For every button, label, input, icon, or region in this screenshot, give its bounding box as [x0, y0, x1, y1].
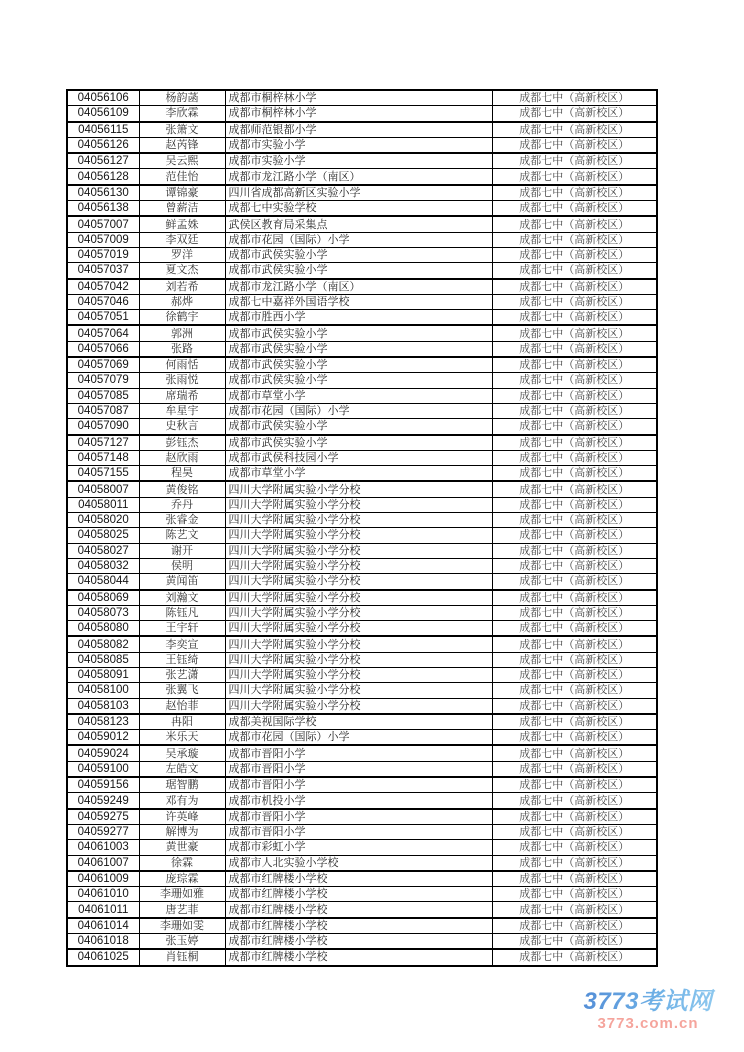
admitted-school-cell: 成都七中（高新校区） — [492, 871, 657, 887]
registration-id-cell: 04058020 — [67, 513, 139, 528]
table-row — [67, 714, 657, 730]
admitted-school-cell: 成都七中（高新校区） — [492, 247, 657, 262]
student-name-cell: 唐艺菲 — [139, 902, 225, 918]
primary-school-cell: 成都市武侯实验小学 — [225, 325, 492, 341]
admitted-school-cell: 成都七中（高新校区） — [492, 185, 657, 201]
primary-school-cell: 成都市龙江路小学（南区） — [225, 169, 492, 185]
table-row — [67, 698, 657, 714]
admitted-school-cell: 成都七中（高新校区） — [492, 310, 657, 326]
admitted-school-cell: 成都七中（高新校区） — [492, 388, 657, 403]
table-row — [67, 605, 657, 620]
admitted-school-cell: 成都七中（高新校区） — [492, 949, 657, 965]
registration-id-cell: 04061010 — [67, 887, 139, 902]
admitted-school-cell: 成都七中（高新校区） — [492, 777, 657, 793]
registration-id-cell: 04059012 — [67, 730, 139, 746]
registration-id-cell: 04056138 — [67, 201, 139, 217]
admitted-school-cell: 成都七中（高新校区） — [492, 809, 657, 825]
registration-id-cell: 04057009 — [67, 232, 139, 247]
admitted-school-cell: 成都七中（高新校区） — [492, 652, 657, 667]
registration-id-cell: 04061007 — [67, 855, 139, 871]
registration-id-cell: 04057042 — [67, 279, 139, 295]
student-name-cell: 吴承璇 — [139, 745, 225, 761]
student-name-cell: 刘瀚文 — [139, 590, 225, 606]
table-row — [67, 357, 657, 373]
primary-school-cell: 武侯区教育局采集点 — [225, 216, 492, 232]
primary-school-cell: 成都市武侯实验小学 — [225, 357, 492, 373]
admitted-school-cell: 成都七中（高新校区） — [492, 450, 657, 465]
student-name-cell: 吴云熙 — [139, 153, 225, 169]
primary-school-cell: 四川大学附属实验小学分校 — [225, 513, 492, 528]
registration-id-cell: 04057037 — [67, 263, 139, 279]
admitted-school-cell: 成都七中（高新校区） — [492, 636, 657, 652]
student-name-cell: 赵怡菲 — [139, 698, 225, 714]
registration-id-cell: 04061025 — [67, 949, 139, 965]
table-row — [67, 887, 657, 902]
primary-school-cell: 成都市花园（国际）小学 — [225, 730, 492, 746]
admitted-school-cell: 成都七中（高新校区） — [492, 730, 657, 746]
table-row — [67, 590, 657, 606]
registration-id-cell: 04058027 — [67, 543, 139, 558]
registration-id-cell: 04057069 — [67, 357, 139, 373]
registration-id-cell: 04057019 — [67, 247, 139, 262]
primary-school-cell: 四川大学附属实验小学分校 — [225, 698, 492, 714]
table-row — [67, 201, 657, 217]
student-name-cell: 许英峰 — [139, 809, 225, 825]
registration-id-cell: 04061009 — [67, 871, 139, 887]
table-row — [67, 636, 657, 652]
admitted-school-cell: 成都七中（高新校区） — [492, 513, 657, 528]
registration-id-cell: 04057127 — [67, 435, 139, 451]
registration-id-cell: 04057051 — [67, 310, 139, 326]
registration-id-cell: 04057090 — [67, 419, 139, 435]
student-name-cell: 郝烨 — [139, 294, 225, 309]
student-name-cell: 庞琮霖 — [139, 871, 225, 887]
student-name-cell: 罗洋 — [139, 247, 225, 262]
primary-school-cell: 成都市晋阳小学 — [225, 761, 492, 777]
table-row — [67, 824, 657, 839]
registration-id-cell: 04056130 — [67, 185, 139, 201]
student-name-cell: 夏文杰 — [139, 263, 225, 279]
primary-school-cell: 成都市桐梓林小学 — [225, 106, 492, 122]
table-row — [67, 341, 657, 357]
admitted-school-cell: 成都七中（高新校区） — [492, 698, 657, 714]
registration-id-cell: 04058103 — [67, 698, 139, 714]
admitted-school-cell: 成都七中（高新校区） — [492, 279, 657, 295]
registration-id-cell: 04058100 — [67, 683, 139, 698]
table-row — [67, 466, 657, 482]
student-name-cell: 谭锦豪 — [139, 185, 225, 201]
primary-school-cell: 四川大学附属实验小学分校 — [225, 574, 492, 590]
table-row — [67, 185, 657, 201]
student-name-cell: 彭钰杰 — [139, 435, 225, 451]
admitted-school-cell: 成都七中（高新校区） — [492, 435, 657, 451]
registration-id-cell: 04057085 — [67, 388, 139, 403]
registration-id-cell: 04057079 — [67, 373, 139, 388]
primary-school-cell: 成都市花园（国际）小学 — [225, 232, 492, 247]
admitted-school-cell: 成都七中（高新校区） — [492, 201, 657, 217]
table-row — [67, 450, 657, 465]
table-row — [67, 528, 657, 543]
table-row — [67, 279, 657, 295]
primary-school-cell: 成都市红牌楼小学校 — [225, 902, 492, 918]
student-name-cell: 赵芮锋 — [139, 137, 225, 153]
registration-id-cell: 04058025 — [67, 528, 139, 543]
registration-id-cell: 04056109 — [67, 106, 139, 122]
table-row — [67, 497, 657, 512]
student-name-cell: 肖钰桐 — [139, 949, 225, 965]
registration-id-cell: 04058032 — [67, 558, 139, 573]
admitted-school-cell: 成都七中（高新校区） — [492, 90, 657, 106]
registration-id-cell: 04056106 — [67, 90, 139, 106]
registration-id-cell: 04056115 — [67, 122, 139, 138]
admitted-school-cell: 成都七中（高新校区） — [492, 325, 657, 341]
registration-id-cell: 04061003 — [67, 840, 139, 855]
table-row — [67, 373, 657, 388]
admission-table — [66, 89, 658, 967]
admitted-school-cell: 成都七中（高新校区） — [492, 419, 657, 435]
table-row — [67, 419, 657, 435]
student-name-cell: 范佳怡 — [139, 169, 225, 185]
student-name-cell: 张睿金 — [139, 513, 225, 528]
primary-school-cell: 成都市实验小学 — [225, 137, 492, 153]
student-name-cell: 何雨恬 — [139, 357, 225, 373]
table-row — [67, 949, 657, 965]
table-row — [67, 388, 657, 403]
registration-id-cell: 04057155 — [67, 466, 139, 482]
registration-id-cell: 04058073 — [67, 605, 139, 620]
primary-school-cell: 成都市红牌楼小学校 — [225, 949, 492, 965]
admitted-school-cell: 成都七中（高新校区） — [492, 714, 657, 730]
table-row — [67, 558, 657, 573]
table-row — [67, 137, 657, 153]
registration-id-cell: 04059277 — [67, 824, 139, 839]
primary-school-cell: 成都市人北实验小学校 — [225, 855, 492, 871]
table-row — [67, 90, 657, 106]
primary-school-cell: 成都市武侯实验小学 — [225, 263, 492, 279]
admitted-school-cell: 成都七中（高新校区） — [492, 169, 657, 185]
admitted-school-cell: 成都七中（高新校区） — [492, 855, 657, 871]
primary-school-cell: 成都市草堂小学 — [225, 466, 492, 482]
student-name-cell: 赵欣雨 — [139, 450, 225, 465]
primary-school-cell: 四川省成都高新区实验小学 — [225, 185, 492, 201]
registration-id-cell: 04058011 — [67, 497, 139, 512]
student-name-cell: 张翼飞 — [139, 683, 225, 698]
primary-school-cell: 成都市实验小学 — [225, 153, 492, 169]
registration-id-cell: 04061014 — [67, 918, 139, 934]
registration-id-cell: 04059275 — [67, 809, 139, 825]
table-row — [67, 809, 657, 825]
admitted-school-cell: 成都七中（高新校区） — [492, 543, 657, 558]
table-row — [67, 793, 657, 809]
table-row — [67, 403, 657, 418]
table-row — [67, 621, 657, 637]
student-name-cell: 曾薪洁 — [139, 201, 225, 217]
admitted-school-cell: 成都七中（高新校区） — [492, 481, 657, 497]
registration-id-cell: 04057007 — [67, 216, 139, 232]
table-row — [67, 918, 657, 934]
table-row — [67, 934, 657, 950]
student-name-cell: 杨韵菡 — [139, 90, 225, 106]
primary-school-cell: 成都市晋阳小学 — [225, 777, 492, 793]
table-row — [67, 481, 657, 497]
watermark — [558, 988, 738, 1032]
student-name-cell: 张箫文 — [139, 122, 225, 138]
primary-school-cell: 成都市胜西小学 — [225, 310, 492, 326]
admitted-school-cell: 成都七中（高新校区） — [492, 232, 657, 247]
admitted-school-cell: 成都七中（高新校区） — [492, 824, 657, 839]
table-row — [67, 169, 657, 185]
registration-id-cell: 04056128 — [67, 169, 139, 185]
admitted-school-cell: 成都七中（高新校区） — [492, 558, 657, 573]
primary-school-cell: 成都市龙江路小学（南区） — [225, 279, 492, 295]
primary-school-cell: 成都美视国际学校 — [225, 714, 492, 730]
student-name-cell: 陈钰凡 — [139, 605, 225, 620]
registration-id-cell: 04058069 — [67, 590, 139, 606]
table-row — [67, 435, 657, 451]
student-name-cell: 李欣霖 — [139, 106, 225, 122]
primary-school-cell: 成都市武侯科技园小学 — [225, 450, 492, 465]
primary-school-cell: 成都市晋阳小学 — [225, 745, 492, 761]
registration-id-cell: 04057087 — [67, 403, 139, 418]
registration-id-cell: 04056127 — [67, 153, 139, 169]
student-name-cell: 黄俊铭 — [139, 481, 225, 497]
student-name-cell: 琚智鹏 — [139, 777, 225, 793]
student-name-cell: 李珊如雯 — [139, 918, 225, 934]
admitted-school-cell: 成都七中（高新校区） — [492, 528, 657, 543]
table-row — [67, 574, 657, 590]
table-row — [67, 761, 657, 777]
admitted-school-cell: 成都七中（高新校区） — [492, 497, 657, 512]
registration-id-cell: 04057066 — [67, 341, 139, 357]
admitted-school-cell: 成都七中（高新校区） — [492, 263, 657, 279]
primary-school-cell: 四川大学附属实验小学分校 — [225, 481, 492, 497]
table-row — [67, 902, 657, 918]
student-name-cell: 刘若希 — [139, 279, 225, 295]
table-row — [67, 263, 657, 279]
student-name-cell: 陈艺文 — [139, 528, 225, 543]
table-row — [67, 232, 657, 247]
table-row — [67, 871, 657, 887]
student-name-cell: 左皓文 — [139, 761, 225, 777]
admitted-school-cell: 成都七中（高新校区） — [492, 667, 657, 682]
student-name-cell: 谢开 — [139, 543, 225, 558]
primary-school-cell: 成都市桐梓林小学 — [225, 90, 492, 106]
table-row — [67, 216, 657, 232]
student-name-cell: 李奕宣 — [139, 636, 225, 652]
primary-school-cell: 四川大学附属实验小学分校 — [225, 605, 492, 620]
table-row — [67, 667, 657, 682]
registration-id-cell: 04058085 — [67, 652, 139, 667]
primary-school-cell: 成都市彩虹小学 — [225, 840, 492, 855]
primary-school-cell: 四川大学附属实验小学分校 — [225, 528, 492, 543]
registration-id-cell: 04058123 — [67, 714, 139, 730]
primary-school-cell: 成都市红牌楼小学校 — [225, 918, 492, 934]
registration-id-cell: 04058082 — [67, 636, 139, 652]
student-name-cell: 王宇轩 — [139, 621, 225, 637]
student-name-cell: 鲜孟姝 — [139, 216, 225, 232]
admitted-school-cell: 成都七中（高新校区） — [492, 605, 657, 620]
student-name-cell: 解博为 — [139, 824, 225, 839]
primary-school-cell: 成都市机投小学 — [225, 793, 492, 809]
registration-id-cell: 04057046 — [67, 294, 139, 309]
admission-table-body — [67, 90, 657, 966]
admitted-school-cell: 成都七中（高新校区） — [492, 466, 657, 482]
admitted-school-cell: 成都七中（高新校区） — [492, 341, 657, 357]
watermark-site-name: 3773考试网 — [558, 988, 738, 1015]
table-row — [67, 840, 657, 855]
primary-school-cell: 四川大学附属实验小学分校 — [225, 683, 492, 698]
admitted-school-cell: 成都七中（高新校区） — [492, 216, 657, 232]
student-name-cell: 程昊 — [139, 466, 225, 482]
admitted-school-cell: 成都七中（高新校区） — [492, 590, 657, 606]
table-row — [67, 543, 657, 558]
table-row — [67, 247, 657, 262]
student-name-cell: 冉阳 — [139, 714, 225, 730]
primary-school-cell: 成都七中实验学校 — [225, 201, 492, 217]
registration-id-cell: 04058080 — [67, 621, 139, 637]
registration-id-cell: 04059024 — [67, 745, 139, 761]
primary-school-cell: 成都市武侯实验小学 — [225, 373, 492, 388]
table-row — [67, 745, 657, 761]
admitted-school-cell: 成都七中（高新校区） — [492, 574, 657, 590]
student-name-cell: 邓有为 — [139, 793, 225, 809]
student-name-cell: 李双廷 — [139, 232, 225, 247]
primary-school-cell: 四川大学附属实验小学分校 — [225, 543, 492, 558]
admitted-school-cell: 成都七中（高新校区） — [492, 793, 657, 809]
table-row — [67, 122, 657, 138]
student-name-cell: 席瑞希 — [139, 388, 225, 403]
admitted-school-cell: 成都七中（高新校区） — [492, 137, 657, 153]
registration-id-cell: 04056126 — [67, 137, 139, 153]
registration-id-cell: 04059100 — [67, 761, 139, 777]
student-name-cell: 牟星宇 — [139, 403, 225, 418]
student-name-cell: 张玉婷 — [139, 934, 225, 950]
table-row — [67, 325, 657, 341]
student-name-cell: 黄闻笛 — [139, 574, 225, 590]
table-row — [67, 683, 657, 698]
table-row — [67, 513, 657, 528]
registration-id-cell: 04058091 — [67, 667, 139, 682]
admitted-school-cell: 成都七中（高新校区） — [492, 934, 657, 950]
registration-id-cell: 04057064 — [67, 325, 139, 341]
primary-school-cell: 成都市红牌楼小学校 — [225, 934, 492, 950]
primary-school-cell: 成都市武侯实验小学 — [225, 419, 492, 435]
primary-school-cell: 成都市晋阳小学 — [225, 824, 492, 839]
primary-school-cell: 四川大学附属实验小学分校 — [225, 497, 492, 512]
admitted-school-cell: 成都七中（高新校区） — [492, 373, 657, 388]
primary-school-cell: 四川大学附属实验小学分校 — [225, 636, 492, 652]
table-row — [67, 106, 657, 122]
student-name-cell: 张路 — [139, 341, 225, 357]
student-name-cell: 郭洲 — [139, 325, 225, 341]
student-name-cell: 张艺潇 — [139, 667, 225, 682]
registration-id-cell: 04057148 — [67, 450, 139, 465]
student-name-cell: 侯明 — [139, 558, 225, 573]
primary-school-cell: 四川大学附属实验小学分校 — [225, 590, 492, 606]
primary-school-cell: 四川大学附属实验小学分校 — [225, 652, 492, 667]
admitted-school-cell: 成都七中（高新校区） — [492, 745, 657, 761]
student-name-cell: 米乐天 — [139, 730, 225, 746]
admitted-school-cell: 成都七中（高新校区） — [492, 153, 657, 169]
table-row — [67, 777, 657, 793]
admitted-school-cell: 成都七中（高新校区） — [492, 106, 657, 122]
primary-school-cell: 成都市草堂小学 — [225, 388, 492, 403]
primary-school-cell: 成都师范银都小学 — [225, 122, 492, 138]
table-row — [67, 153, 657, 169]
admitted-school-cell: 成都七中（高新校区） — [492, 403, 657, 418]
primary-school-cell: 四川大学附属实验小学分校 — [225, 667, 492, 682]
primary-school-cell: 四川大学附属实验小学分校 — [225, 558, 492, 573]
admitted-school-cell: 成都七中（高新校区） — [492, 902, 657, 918]
registration-id-cell: 04058007 — [67, 481, 139, 497]
primary-school-cell: 成都市武侯实验小学 — [225, 341, 492, 357]
table-row — [67, 652, 657, 667]
admitted-school-cell: 成都七中（高新校区） — [492, 761, 657, 777]
student-name-cell: 黄世豪 — [139, 840, 225, 855]
admitted-school-cell: 成都七中（高新校区） — [492, 840, 657, 855]
primary-school-cell: 成都七中嘉祥外国语学校 — [225, 294, 492, 309]
table-row — [67, 310, 657, 326]
admitted-school-cell: 成都七中（高新校区） — [492, 122, 657, 138]
registration-id-cell: 04061011 — [67, 902, 139, 918]
student-name-cell: 张雨悦 — [139, 373, 225, 388]
admitted-school-cell: 成都七中（高新校区） — [492, 621, 657, 637]
student-name-cell: 王钰绮 — [139, 652, 225, 667]
table-row — [67, 730, 657, 746]
admitted-school-cell: 成都七中（高新校区） — [492, 918, 657, 934]
student-name-cell: 李珊如雅 — [139, 887, 225, 902]
admitted-school-cell: 成都七中（高新校区） — [492, 357, 657, 373]
admitted-school-cell: 成都七中（高新校区） — [492, 887, 657, 902]
registration-id-cell: 04059249 — [67, 793, 139, 809]
student-name-cell: 乔丹 — [139, 497, 225, 512]
primary-school-cell: 成都市红牌楼小学校 — [225, 871, 492, 887]
registration-id-cell: 04058044 — [67, 574, 139, 590]
primary-school-cell: 成都市晋阳小学 — [225, 809, 492, 825]
primary-school-cell: 成都市花园（国际）小学 — [225, 403, 492, 418]
admitted-school-cell: 成都七中（高新校区） — [492, 294, 657, 309]
primary-school-cell: 成都市武侯实验小学 — [225, 247, 492, 262]
student-name-cell: 史秋言 — [139, 419, 225, 435]
admitted-school-cell: 成都七中（高新校区） — [492, 683, 657, 698]
table-row — [67, 855, 657, 871]
primary-school-cell: 成都市红牌楼小学校 — [225, 887, 492, 902]
student-name-cell: 徐鹤宇 — [139, 310, 225, 326]
registration-id-cell: 04061018 — [67, 934, 139, 950]
student-name-cell: 徐霖 — [139, 855, 225, 871]
primary-school-cell: 成都市武侯实验小学 — [225, 435, 492, 451]
table-row — [67, 294, 657, 309]
registration-id-cell: 04059156 — [67, 777, 139, 793]
watermark-site-url: 3773.com.cn — [597, 1015, 699, 1032]
primary-school-cell: 四川大学附属实验小学分校 — [225, 621, 492, 637]
